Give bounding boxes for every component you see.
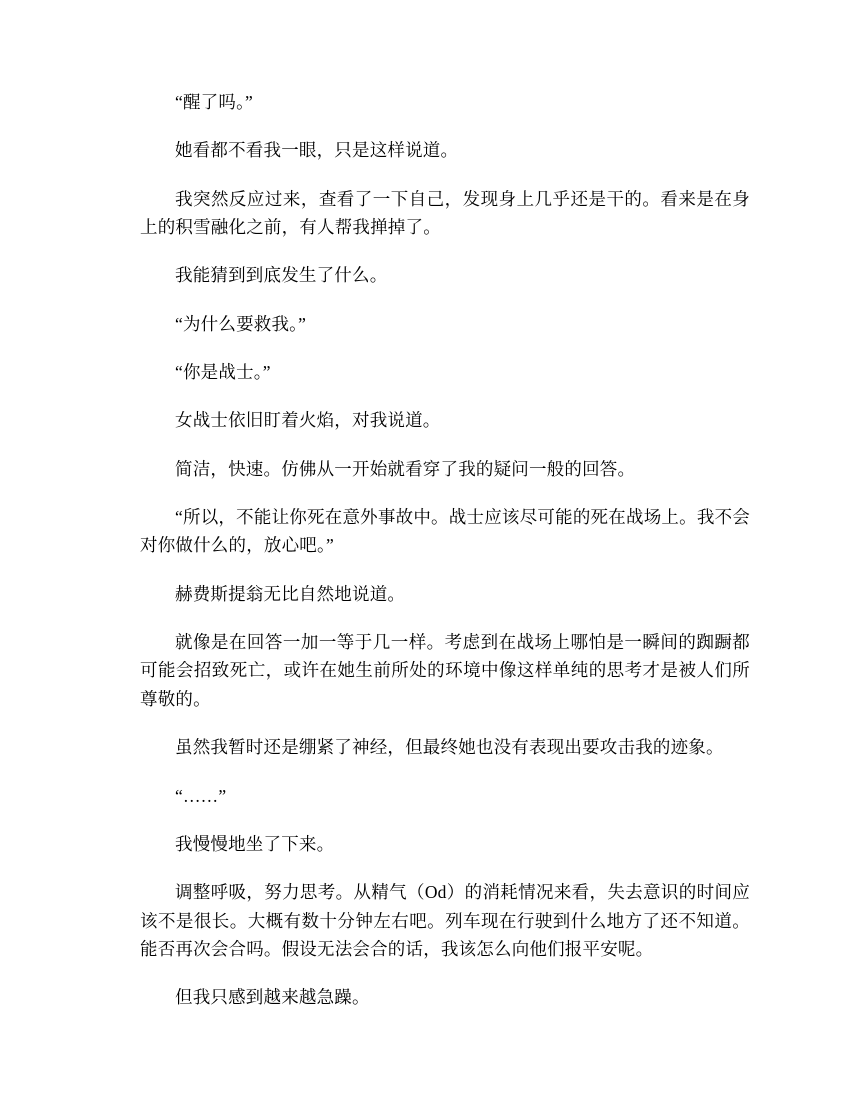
paragraph: 调整呼吸，努力思考。从精气（Od）的消耗情况来看，失去意识的时间应该不是很长。大概有数十分钟左右吧。列车现在行驶到什么地方了还不知道。能否再次会合吗。假设无法会合的话，我该怎么向他们报平安呢。 [140, 882, 750, 959]
paragraph: 就像是在回答一加一等于几一样。考虑到在战场上哪怕是一瞬间的踟蹰都可能会招致死亡，或许在她生前所处的环境中像这样单纯的思考才是被人们所尊敬的。 [140, 632, 750, 709]
paragraph: 赫费斯提翁无比自然地说道。 [175, 583, 406, 604]
paragraph: 但我只感到越来越急躁。 [175, 987, 370, 1008]
paragraph: 我慢慢地坐了下来。 [175, 833, 335, 854]
paragraph: 她看都不看我一眼，只是这样说道。 [175, 140, 459, 161]
document-body [140, 88, 750, 1012]
paragraph: 简洁，快速。仿佛从一开始就看穿了我的疑问一般的回答。 [175, 458, 636, 479]
paragraph: “……” [175, 785, 227, 806]
paragraph: “所以，不能让你死在意外事故中。战士应该尽可能的死在战场上。我不会对你做什么的，放心吧。” [140, 507, 750, 556]
paragraph: 我突然反应过来，查看了一下自己，发现身上几乎还是干的。看来是在身上的积雪融化之前，有人帮我掸掉了。 [140, 188, 750, 238]
paragraph: 女战士依旧盯着火焰，对我说道。 [175, 410, 441, 431]
paragraph: “醒了吗。” [175, 92, 253, 112]
paragraph: “为什么要救我。” [175, 313, 307, 334]
paragraph: 虽然我暂时还是绷紧了神经，但最终她也没有表现出要攻击我的迹象。 [175, 737, 724, 758]
paragraph: “你是战士。” [175, 362, 271, 383]
paragraph: 我能猜到到底发生了什么。 [175, 265, 388, 286]
